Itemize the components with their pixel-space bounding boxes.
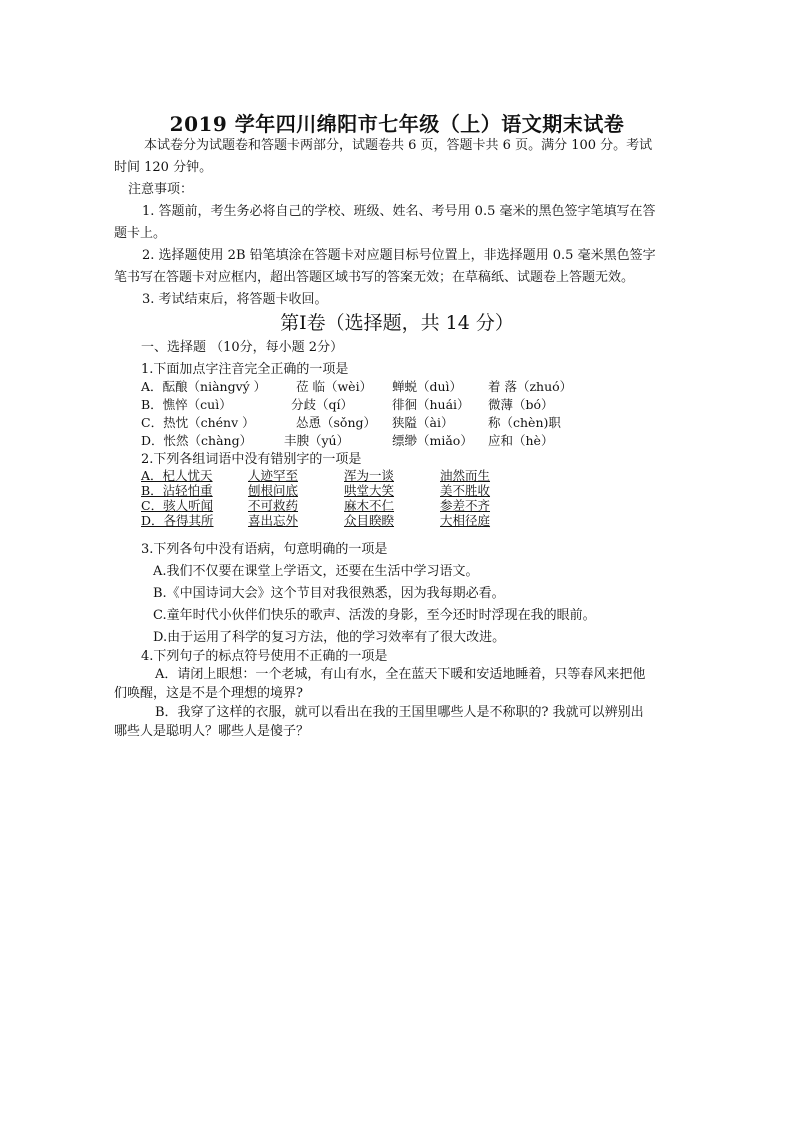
q2-option-c-word-4: 参差不齐 xyxy=(440,498,491,513)
q1-option-d-word-2: 丰腴（yú） xyxy=(284,433,350,448)
note-1-line-1: 1. 答题前，考生务必将自己的学校、班级、姓名、考号用 0.5 毫米的黑色签字笔填写在答 xyxy=(142,204,656,219)
q2-option-b-word-3: 哄堂大笑 xyxy=(344,483,395,498)
q2-option-c-word-2: 不可救药 xyxy=(248,498,299,513)
q3-stem: 3.下列各句中没有语病，句意明确的一项是 xyxy=(141,542,388,557)
exam-title: 2019 学年四川绵阳市七年级（上）语文期末试卷 xyxy=(169,112,625,136)
q1-option-b-word-2: 分歧（qí） xyxy=(291,397,353,412)
note-3: 3. 考试结束后，将答题卡收回。 xyxy=(142,292,328,307)
note-2-line-2: 笔书写在答题卡对应框内，超出答题区域书写的答案无效；在草稿纸、试题卷上答题无效。 xyxy=(114,270,635,285)
note-2-line-1: 2. 选择题使用 2B 铅笔填涂在答题卡对应题目标号位置上，非选择题用 0.5 毫米黑色签字 xyxy=(142,248,656,263)
q2-option-d-word-3: 众目睽睽 xyxy=(344,513,395,528)
q2-option-a-word-1: A．杞人忧天 xyxy=(141,468,213,483)
q2-option-d-word-1: D．各得其所 xyxy=(141,513,214,528)
q2-option-c-word-3: 麻木不仁 xyxy=(344,498,395,513)
q2-option-a-word-3: 浑为一谈 xyxy=(344,468,395,483)
q1-option-c-word-2: 怂恿（sǒng） xyxy=(296,415,376,430)
note-1-line-2: 题卡上。 xyxy=(114,226,167,241)
notes-heading: 注意事项： xyxy=(128,182,194,197)
q1-option-a-word-4: 着 落（zhuó） xyxy=(488,379,573,394)
q1-option-d-word-1: D．怅然（chàng） xyxy=(141,433,253,448)
q2-option-b-word-1: B．沾轻怕重 xyxy=(141,483,213,498)
part1-heading: 一、选择题 （10分，每小题 2分） xyxy=(141,340,344,355)
q3-option-c: C.童年时代小伙伴们快乐的歌声、活泼的身影，至今还时时浮现在我的眼前。 xyxy=(153,608,596,623)
q1-option-b-word-3: 徘徊（huái） xyxy=(392,397,470,412)
q1-option-c-word-3: 狭隘（ài） xyxy=(392,415,454,430)
q1-option-c-word-4: 称（chèn)职 xyxy=(488,415,561,430)
q3-option-a: A.我们不仅要在课堂上学语文，还要在生活中学习语文。 xyxy=(153,564,479,579)
q1-option-b-word-1: B．憔悴（cuì） xyxy=(141,397,232,412)
q2-option-b-word-2: 刨根问底 xyxy=(248,483,299,498)
q1-option-a-word-2: 莅 临（wèi） xyxy=(296,379,373,394)
q2-option-a-word-2: 人迹罕至 xyxy=(248,468,299,483)
q1-stem: 1.下面加点字注音完全正确的一项是 xyxy=(141,362,349,377)
q2-option-d-word-2: 喜出忘外 xyxy=(248,513,299,528)
q2-option-a-word-4: 油然而生 xyxy=(440,468,491,483)
q1-option-c-word-1: C．热忱（chénv ） xyxy=(141,415,255,430)
q4-stem: 4.下列句子的标点符号使用不正确的一项是 xyxy=(141,649,388,664)
q1-option-b-word-4: 微薄（bó） xyxy=(488,397,554,412)
q3-option-b: B.《中国诗词大会》这个节目对我很熟悉，因为我每期必看。 xyxy=(153,586,505,601)
section-title: 第Ⅰ卷（选择题，共 14 分） xyxy=(280,312,514,334)
q4-option-a-line-2: 们唤醒，这是不是个理想的境界? xyxy=(114,686,303,701)
intro-line-1: 本试卷分为试题卷和答题卡两部分，试题卷共 6 页，答题卡共 6 页。满分 100 分。考试 xyxy=(144,138,653,153)
intro-line-2: 时间 120 分钟。 xyxy=(114,160,213,175)
q4-option-b-line-2: 哪些人是聪明人？哪些人是傻子？ xyxy=(114,724,310,739)
q4-option-a-line-1: A．请闭上眼想：一个老城，有山有水，全在蓝天下暖和安适地睡着，只等春风来把他 xyxy=(155,667,646,682)
q1-option-d-word-4: 应和（hè） xyxy=(488,433,554,448)
q1-option-a-word-1: A．酝酿（niàngvý ） xyxy=(141,379,267,394)
q4-option-b-line-1: B．我穿了这样的衣服，就可以看出在我的王国里哪些人是不称职的? 我就可以辨别出 xyxy=(155,705,644,720)
q2-stem: 2.下列各组词语中没有错别字的一项是 xyxy=(141,452,362,467)
q2-option-b-word-4: 美不胜收 xyxy=(440,483,491,498)
q1-option-d-word-3: 缥缈（miǎo） xyxy=(392,433,473,448)
q1-option-a-word-3: 蝉蜕（duì） xyxy=(392,379,463,394)
q2-option-d-word-4: 大相径庭 xyxy=(440,513,491,528)
q2-option-c-word-1: C．骇人听闻 xyxy=(141,498,214,513)
q3-option-d: D.由于运用了科学的复习方法，他的学习效率有了很大改进。 xyxy=(153,630,506,645)
